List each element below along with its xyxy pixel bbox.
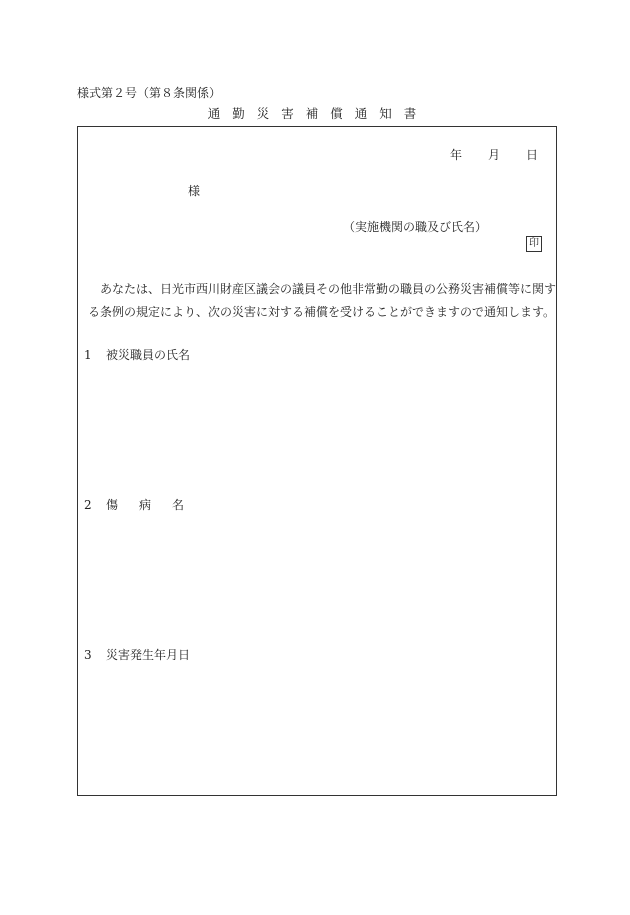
document-title: 通勤災害補償通知書 — [207, 106, 429, 121]
date-year-label: 年 — [449, 148, 462, 162]
item-accident-date — [84, 646, 190, 663]
item-label: 傷病名 — [106, 498, 206, 512]
addressee-honorific: 様 — [188, 184, 201, 198]
item-label: 被災職員の氏名 — [106, 348, 191, 362]
item-number: 2 — [84, 498, 92, 512]
item-number: 3 — [84, 648, 92, 662]
item-number: 1 — [84, 348, 92, 362]
notice-frame — [77, 126, 557, 796]
form-number: 様式第２号（第８条関係） — [77, 86, 222, 100]
date-line — [450, 146, 538, 163]
notice-body-line-2: る条例の規定により、次の災害に対する補償を受けることができますので通知します。 — [88, 305, 556, 319]
notice-body-line-1: あなたは、日光市西川財産区議会の議員その他非常勤の職員の公務災害補償等に関す — [100, 282, 557, 296]
item-injured-employee-name — [84, 346, 190, 363]
date-day-label: 日 — [525, 148, 538, 162]
item-label: 災害発生年月日 — [106, 648, 191, 662]
notice-body — [88, 278, 557, 324]
item-injury-name — [84, 496, 205, 513]
issuer-label: （実施機関の職及び氏名） — [343, 220, 488, 234]
date-month-label: 月 — [487, 148, 500, 162]
seal-mark: 印 — [526, 236, 542, 252]
